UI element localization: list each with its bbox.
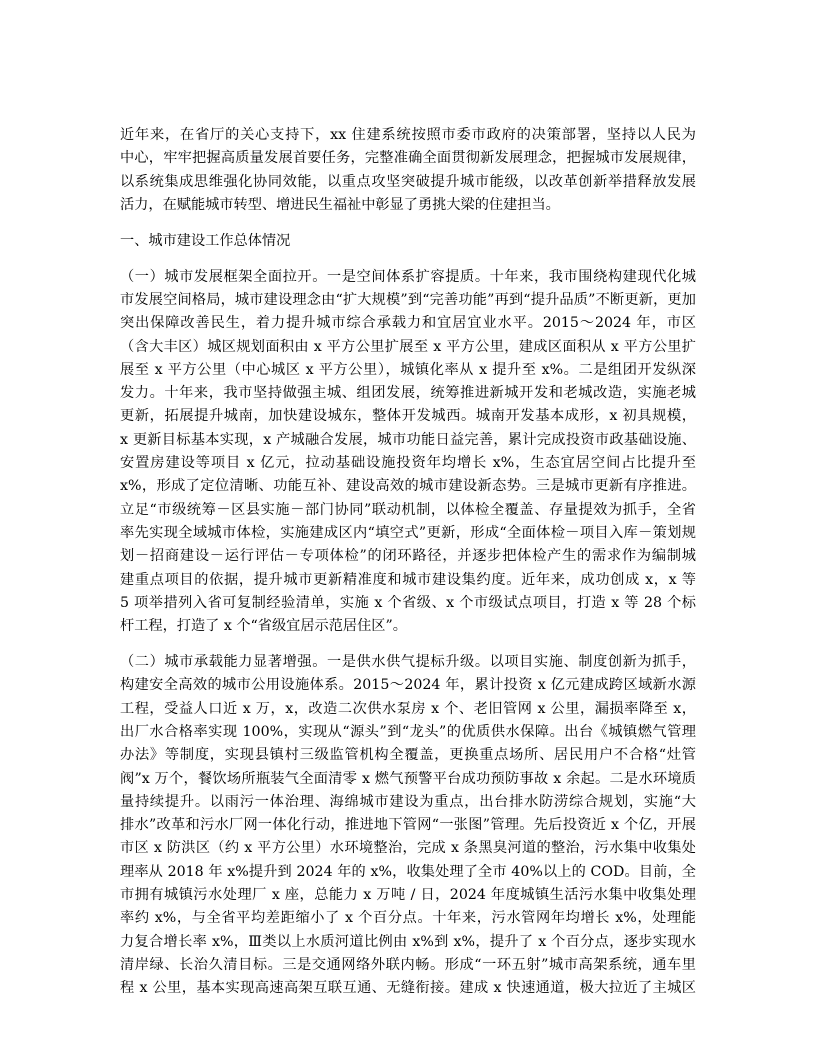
text-line: 中心，牢牢把握高质量发展首要任务，完整准确全面贯彻新发展理念，把握城市发展规律，	[120, 150, 696, 167]
text-line: 建重点项目的依据，提升城市更新精准度和城市建设集约度。近年来，成功创成 x，x 等	[120, 571, 696, 588]
section-heading	[120, 230, 696, 253]
intro-paragraph	[120, 124, 696, 217]
text-line: 市发展空间格局，城市建设理念由“扩大规模”到“完善功能”再到“提升品质”不断更新，更加	[120, 291, 696, 308]
text-line: 构建安全高效的城市公用设施体系。2015～2024 年，累计投资 x 亿元建成跨区域新水源	[120, 677, 696, 694]
heading-line: 一、城市建设工作总体情况	[120, 232, 291, 249]
text-line: 活力，在赋能城市转型、增进民生福祉中彰显了勇挑大梁的住建担当。	[120, 196, 560, 213]
text-line: 程 x 公里，基本实现高速高架互联互通、无缝衔接。建成 x 快速通道，极大拉近了主城区	[120, 980, 696, 997]
text-line: 安置房建设等项目 x 亿元，拉动基础设施投资年均增长 x%，生态宜居空间占比提升至	[120, 455, 696, 472]
text-line: 出厂水合格率实现 100%，实现从“源头”到“龙头”的优质供水保障。出台《城镇燃气管理	[120, 723, 696, 740]
text-line: 力复合增长率 x%，Ⅲ类以上水质河道比例由 x%到 x%，提升了 x 个百分点，逐步实现水	[120, 933, 696, 950]
text-line: 理率从 2018 年 x%提升到 2024 年的 x%，收集处理了全市 40%以上的 COD。目前，全	[120, 863, 696, 880]
text-line: 展至 x 平方公里（中心城区 x 平方公里），城镇化率从 x 提升至 x%。二是组团开发纵深	[120, 361, 696, 378]
text-line: 突出保障改善民生，着力提升城市综合承载力和宜居宜业水平。2015～2024 年，市区	[120, 315, 696, 332]
section-2-paragraph	[120, 651, 696, 1000]
text-line: 以系统集成思维强化协同效能，以重点攻坚突破提升城市能级，以改革创新举措释放发展	[120, 173, 696, 190]
text-line: x%，形成了定位清晰、功能互补、建设高效的城市建设新态势。三是城市更新有序推进。	[120, 478, 696, 495]
text-line: 办法》等制度，实现县镇村三级监管机构全覆盖，更换重点场所、居民用户不合格“灶管	[120, 747, 696, 764]
text-line: 清岸绿、长治久清目标。三是交通网络外联内畅。形成“一环五射”城市高架系统，通车里	[120, 956, 696, 973]
text-line: 划－招商建设－运行评估－专项体检”的闭环路径，并逐步把体检产生的需求作为编制城	[120, 548, 696, 565]
text-line: （一）城市发展框架全面拉开。一是空间体系扩容提质。十年来，我市围绕构建现代化城	[120, 268, 696, 285]
text-line: 发力。十年来，我市坚持做强主城、组团发展，统筹推进新城开发和老城改造，实施老城	[120, 385, 696, 402]
text-line: 排水”改革和污水厂网一体化行动，推进地下管网“一张图”管理。先后投资近 x 个亿，开展	[120, 817, 696, 834]
text-line: 工程，受益人口近 x 万，x，改造二次供水泵房 x 个、老旧管网 x 公里，漏损率降至 x，	[120, 700, 696, 717]
text-line: （含大丰区）城区规划面积由 x 平方公里扩展至 x 平方公里，建成区面积从 x 平方公里扩	[120, 338, 696, 355]
section-1-paragraph	[120, 266, 696, 639]
text-line: 市拥有城镇污水处理厂 x 座，总能力 x 万吨 / 日，2024 年度城镇生活污水集中收集处理	[120, 886, 696, 903]
text-line: x 更新目标基本实现，x 产城融合发展，城市功能日益完善，累计完成投资市政基础设施、	[120, 431, 696, 448]
text-line: 率先实现全域城市体检，实施建成区内“填空式”更新，形成“全面体检－项目入库－策划规	[120, 524, 696, 541]
text-line: 更新，拓展提升城南，加快建设城东，整体开发城西。城南开发基本成形，x 初具规模，	[120, 408, 696, 425]
text-line: 率约 x%，与全省平均差距缩小了 x 个百分点。十年来，污水管网年均增长 x%，处理能	[120, 910, 696, 927]
text-line: 杆工程，打造了 x 个“省级宜居示范居住区”。	[120, 618, 407, 635]
text-line: 阀”x 万个，餐饮场所瓶装气全面清零 x 燃气预警平台成功预防事故 x 余起。二是水环境质	[120, 770, 696, 787]
text-line: 近年来，在省厅的关心支持下，xx 住建系统按照市委市政府的决策部署，坚持以人民为	[120, 127, 696, 143]
document-page	[120, 124, 696, 1000]
text-line: 量持续提升。以雨污一体治理、海绵城市建设为重点，出台排水防涝综合规划，实施“大	[120, 793, 696, 810]
text-line: 市区 x 防洪区（约 x 平方公里）水环境整治，完成 x 条黑臭河道的整治，污水集中收集处	[120, 840, 696, 857]
text-line: 立足“市级统筹－区县实施－部门协同”联动机制，以体检全覆盖、存量提效为抓手，全省	[120, 501, 696, 518]
text-line: （二）城市承载能力显著增强。一是供水供气提标升级。以项目实施、制度创新为抓手，	[120, 654, 696, 671]
text-line: 5 项举措列入省可复制经验清单，实施 x 个省级、x 个市级试点项目，打造 x 等 28 个标	[120, 594, 696, 611]
